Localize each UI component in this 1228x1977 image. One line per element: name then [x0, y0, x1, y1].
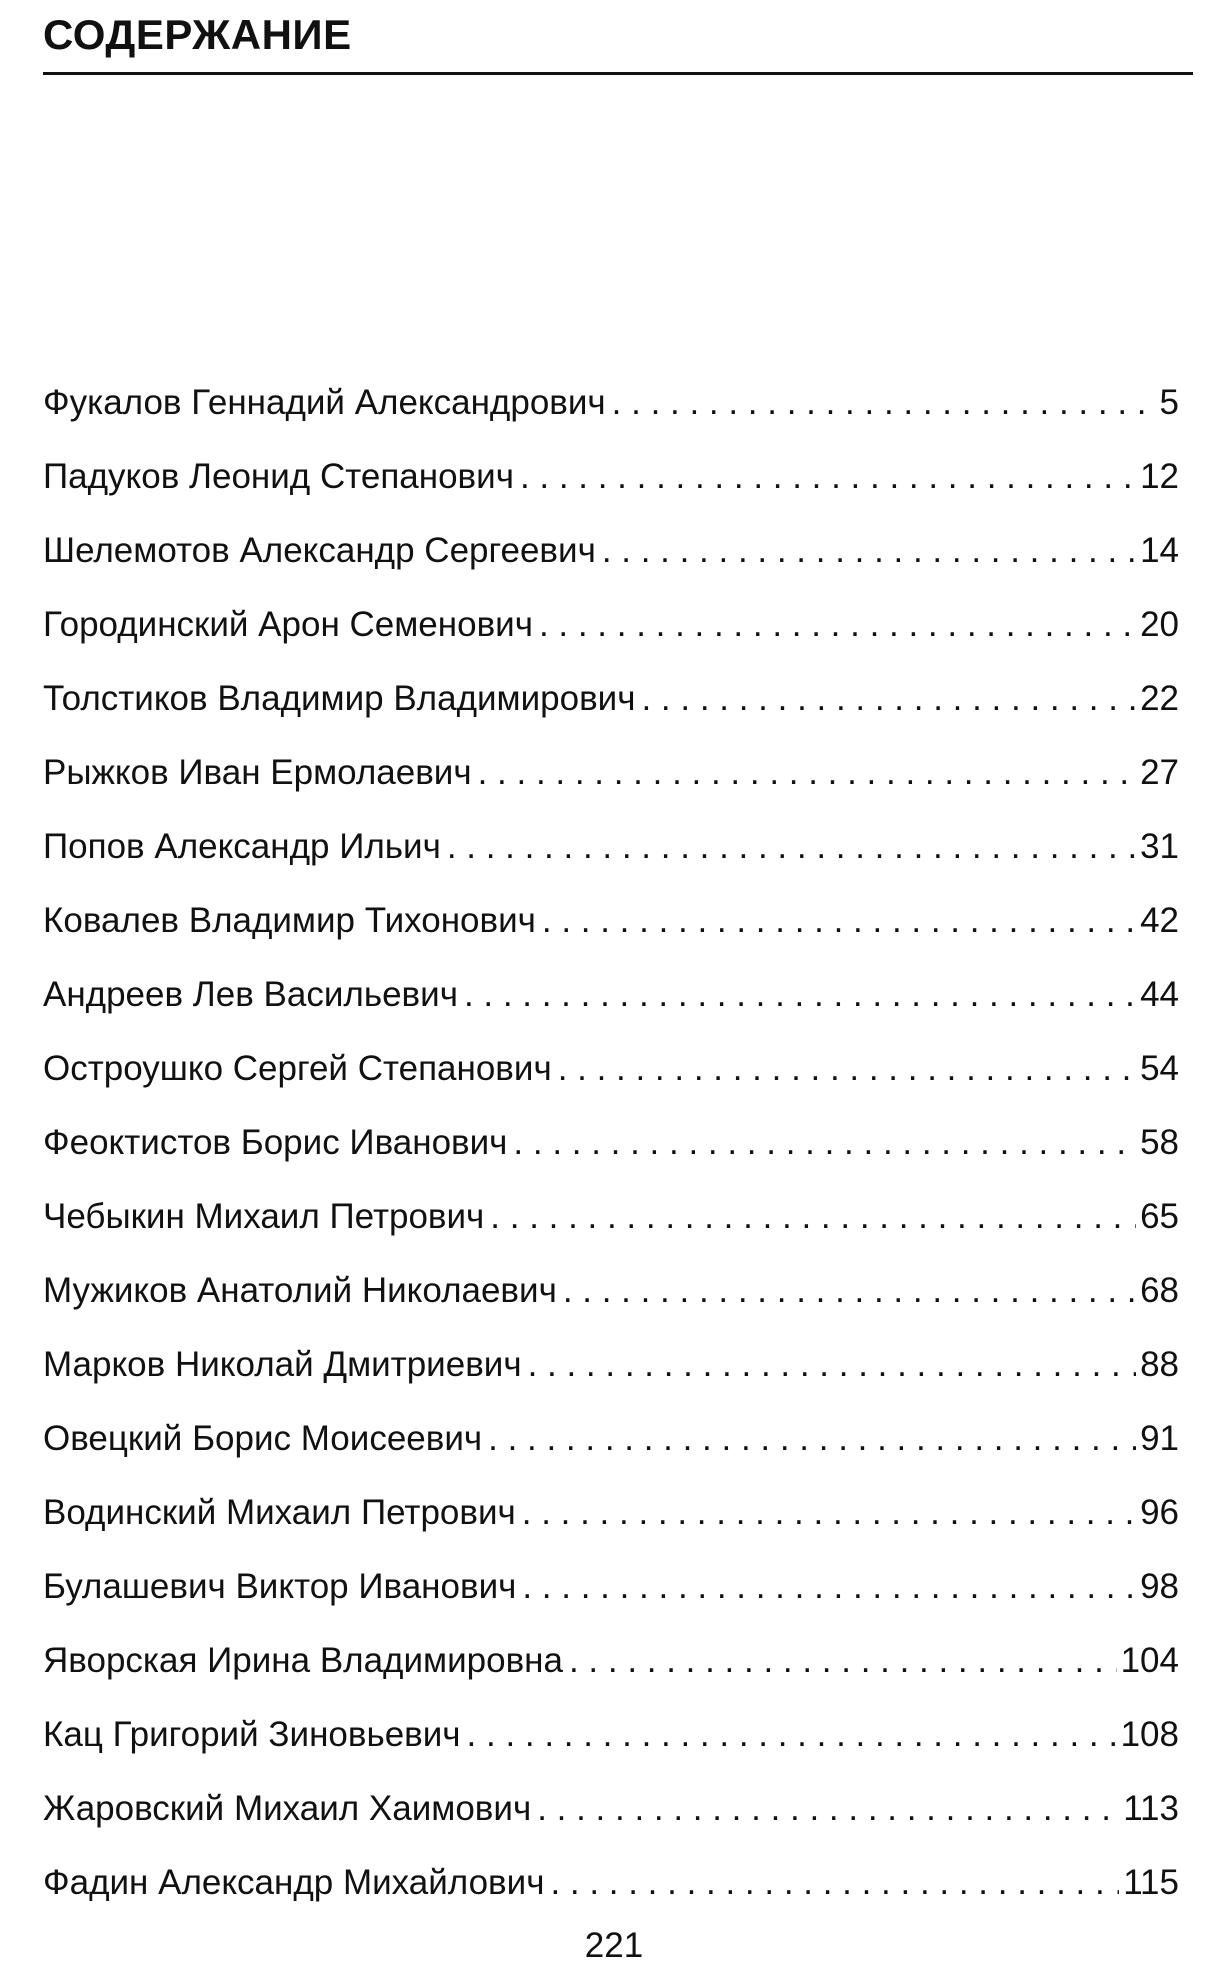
toc-entry-name: Рыжков Иван Ермолаевич [43, 753, 472, 792]
toc-entry-page: 5 [1159, 383, 1179, 422]
toc-entry-name: Фукалов Геннадий Александрович [43, 383, 606, 422]
toc-entry[interactable] [43, 531, 1179, 605]
toc-entry[interactable] [43, 901, 1179, 975]
toc-entry-page: 54 [1140, 1049, 1179, 1088]
toc-entry-page: 113 [1123, 1789, 1179, 1828]
toc-entry-name: Попов Александр Ильич [43, 827, 441, 866]
toc-entry-name: Мужиков Анатолий Николаевич [43, 1271, 557, 1310]
toc-entry[interactable] [43, 1123, 1179, 1197]
toc-entry[interactable] [43, 975, 1179, 1049]
toc-entry-page: 108 [1120, 1715, 1179, 1754]
toc-entry[interactable] [43, 383, 1179, 457]
toc-entry[interactable] [43, 679, 1179, 753]
toc-entry[interactable] [43, 753, 1179, 827]
toc-entry-name: Кац Григорий Зиновьевич [43, 1715, 461, 1754]
toc-entry-page: 22 [1140, 679, 1179, 718]
toc-entry-name: Жаровский Михаил Хаимович [43, 1789, 532, 1828]
toc-entry-page: 65 [1140, 1197, 1179, 1236]
toc-leader-dots [542, 901, 1136, 941]
toc-entry-page: 31 [1140, 827, 1179, 866]
toc-entry-page: 91 [1140, 1419, 1179, 1458]
toc-entry[interactable] [43, 1493, 1179, 1567]
toc-entry[interactable] [43, 457, 1179, 531]
toc-entry-name: Толстиков Владимир Владимирович [43, 679, 636, 718]
toc-entry-page: 115 [1123, 1863, 1179, 1902]
toc-entry-name: Городинский Арон Семенович [43, 605, 533, 644]
toc-leader-dots [563, 1271, 1136, 1311]
toc-entry[interactable] [43, 605, 1179, 679]
toc-leader-dots [569, 1641, 1117, 1681]
page-number: 221 [584, 1926, 644, 1965]
toc-leader-dots [602, 531, 1136, 571]
toc-leader-dots [464, 975, 1136, 1015]
toc-entry[interactable] [43, 827, 1179, 901]
toc-entry-name: Чебыкин Михаил Петрович [43, 1197, 485, 1236]
toc-entry[interactable] [43, 1567, 1179, 1641]
toc-entry-page: 58 [1140, 1123, 1179, 1162]
toc-leader-dots [488, 1419, 1136, 1459]
toc-entry-page: 42 [1140, 901, 1179, 940]
toc-leader-dots [522, 1493, 1136, 1533]
toc-entry-name: Феоктистов Борис Иванович [43, 1123, 508, 1162]
toc-entry-page: 27 [1140, 753, 1179, 792]
toc-entry[interactable] [43, 1049, 1179, 1123]
toc-leader-dots [612, 383, 1156, 423]
table-of-contents [43, 383, 1179, 1937]
toc-entry[interactable] [43, 1345, 1179, 1419]
toc-entry-name: Ковалев Владимир Тихонович [43, 901, 536, 940]
toc-leader-dots [539, 605, 1136, 645]
toc-entry-name: Андреев Лев Васильевич [43, 975, 458, 1014]
toc-entry-name: Фадин Александр Михайлович [43, 1863, 545, 1902]
toc-entry[interactable] [43, 1419, 1179, 1493]
toc-entry-page: 20 [1140, 605, 1179, 644]
toc-entry-page: 44 [1140, 975, 1179, 1014]
toc-leader-dots [467, 1715, 1117, 1755]
toc-leader-dots [537, 1789, 1119, 1829]
toc-leader-dots [447, 827, 1136, 867]
toc-entry-name: Яворская Ирина Владимировна [43, 1641, 563, 1680]
toc-entry[interactable] [43, 1197, 1179, 1271]
toc-entry-name: Водинский Михаил Петрович [43, 1493, 516, 1532]
toc-entry-page: 14 [1140, 531, 1179, 570]
toc-entry-page: 104 [1120, 1641, 1179, 1680]
toc-entry-name: Марков Николай Дмитриевич [43, 1345, 522, 1384]
title-divider [43, 72, 1193, 75]
toc-leader-dots [550, 1863, 1119, 1903]
toc-entry-name: Падуков Леонид Степанович [43, 457, 514, 496]
toc-entry[interactable] [43, 1271, 1179, 1345]
toc-leader-dots [528, 1345, 1136, 1385]
toc-leader-dots [522, 1567, 1136, 1607]
toc-entry[interactable] [43, 1715, 1179, 1789]
toc-leader-dots [490, 1197, 1136, 1237]
toc-entry-name: Овецкий Борис Моисеевич [43, 1419, 483, 1458]
toc-entry-name: Шелемотов Александр Сергеевич [43, 531, 596, 570]
toc-leader-dots [520, 457, 1136, 497]
toc-entry[interactable] [43, 1789, 1179, 1863]
toc-entry-name: Булашевич Виктор Иванович [43, 1567, 517, 1606]
toc-entry-name: Остроушко Сергей Степанович [43, 1049, 552, 1088]
toc-leader-dots [641, 679, 1136, 719]
toc-leader-dots [478, 753, 1136, 793]
toc-entry-page: 68 [1140, 1271, 1179, 1310]
toc-entry-page: 12 [1140, 457, 1179, 496]
toc-entry-page: 98 [1140, 1567, 1179, 1606]
toc-leader-dots [513, 1123, 1136, 1163]
toc-entry[interactable] [43, 1641, 1179, 1715]
toc-leader-dots [558, 1049, 1136, 1089]
page-title: СОДЕРЖАНИЕ [43, 11, 352, 58]
toc-entry-page: 88 [1140, 1345, 1179, 1384]
toc-entry-page: 96 [1140, 1493, 1179, 1532]
